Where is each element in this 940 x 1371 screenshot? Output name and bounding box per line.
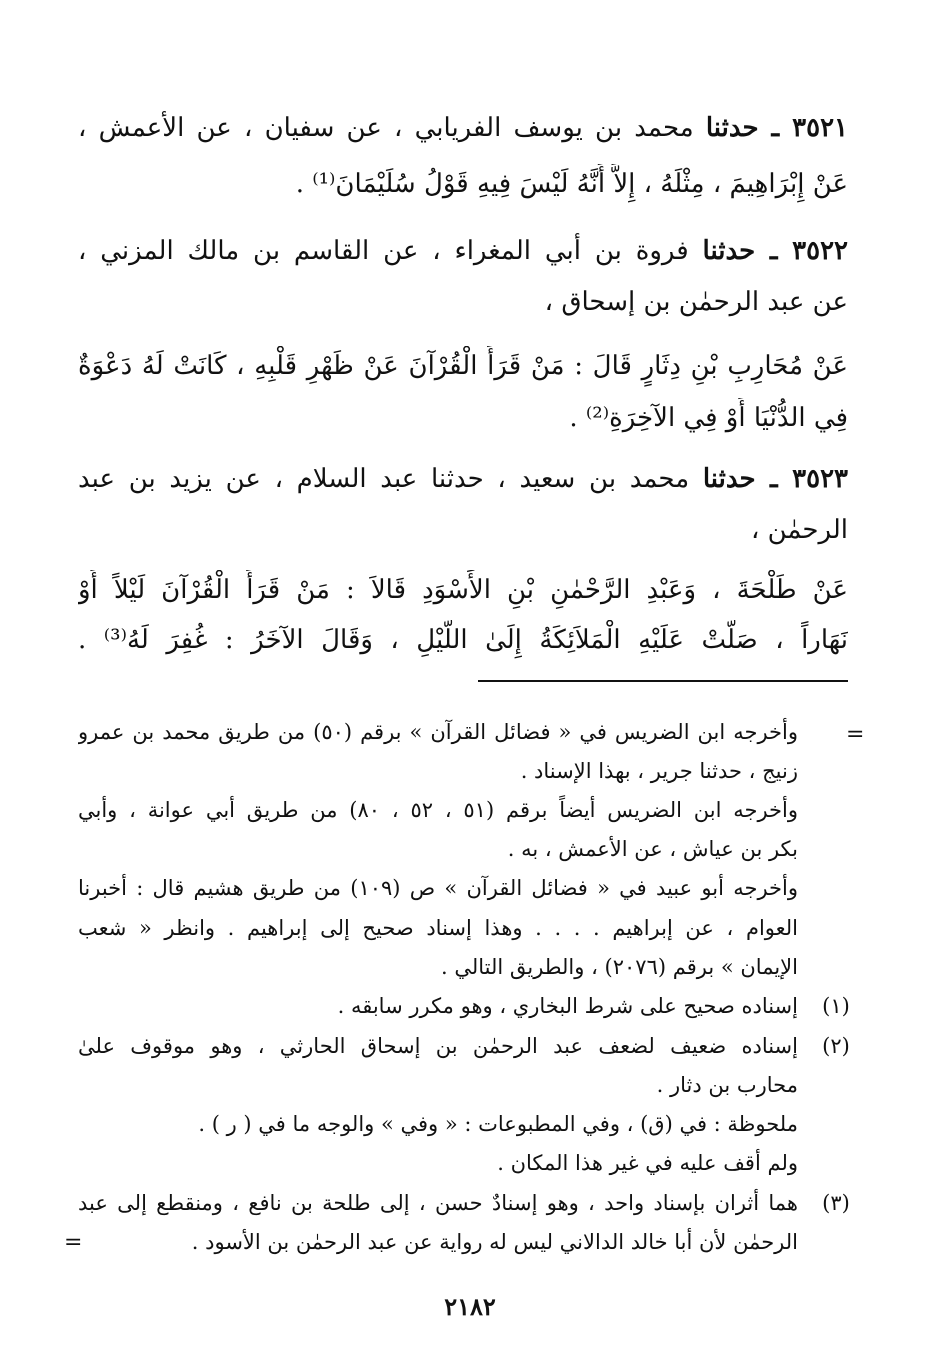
footnote-line-6: العوام ، عن إبراهيم . . . . وهذا إسناد صحيح إلى إبراهيم . وانظر « شعب bbox=[78, 916, 798, 940]
hadith-3522-line-4: فِي الدُّنْيَا أَوْ فِي الآخِرَةِ⁽²⁾ . bbox=[569, 403, 848, 433]
hadith-3523-line-1 bbox=[78, 459, 848, 501]
footnote-1-text: إسناده صحيح على شرط البخاري ، وهو مكرر سابقه . bbox=[337, 994, 798, 1018]
footnote-continuation-mark-top: = bbox=[846, 722, 865, 747]
hadith-3521-line-1 bbox=[78, 108, 848, 150]
footnote-3-line-2: الرحمٰن لأن أبا خالد الدالاني ليس له رواية عن عبد الرحمٰن بن الأسود . bbox=[191, 1230, 798, 1254]
footnote-line-3: وأخرجه ابن الضريس أيضاً برقم (٥١ ، ٥٢ ، ٨٠) من طريق أبي عوانة ، وأبي bbox=[78, 798, 798, 822]
hadith-3523-number: ٣٥٢٣ ـ حدثنا bbox=[702, 464, 848, 494]
footnote-line-1: وأخرجه ابن الضريس في « فضائل القرآن » برقم (٥٠) من طريق محمد بن عمرو bbox=[78, 720, 798, 744]
footnote-divider bbox=[478, 680, 848, 682]
footnote-2-note-2: ولم أقف عليه في غير هذا المكان . bbox=[497, 1151, 798, 1175]
hadith-3522-line-2: عن عبد الرحمٰن بن إسحاق ، bbox=[544, 287, 848, 317]
hadith-3521-line-2: عَنْ إِبْرَاهِيمَ ، مِثْلَهُ ، إِلاَّ أَنَّهُ لَيْسَ فِيهِ قَوْلُ سُلَيْمَانَ⁽¹⁾ . bbox=[295, 169, 848, 199]
footnote-3-line-1: هما أثران بإسناد واحد ، وهو إسنادٌ حسن ، إلى طلحة بن نافع ، ومنقطع إلى عبد bbox=[78, 1191, 798, 1215]
footnote-line-7: الإيمان » برقم (٢٠٧٦) ، والطريق التالي . bbox=[440, 955, 798, 979]
hadith-3523-line-4: نَهَاراً ، صَلَّتْ عَلَيْهِ الْمَلاَئِكَةُ إِلَىٰ اللَّيْلِ ، وَقَالَ الآخَرُ : غُفِرَ لَهُ⁽³⁾ . bbox=[78, 625, 848, 655]
hadith-3521-chain: محمد بن يوسف الفريابي ، عن سفيان ، عن الأعمش ، bbox=[78, 113, 694, 143]
footnote-2-line-2: محارب بن دثار . bbox=[656, 1073, 798, 1097]
footnote-line-5: وأخرجه أبو عبيد في « فضائل القرآن » ص (١٠٩) من طريق هشيم قال : أخبرنا bbox=[78, 876, 798, 900]
footnote-line-4: بكر بن عياش ، عن الأعمش ، به . bbox=[507, 837, 798, 861]
hadith-3523-line-2: الرحمٰن ، bbox=[750, 515, 848, 545]
footnote-2-number: (٢) bbox=[822, 1034, 850, 1058]
hadith-3521-number: ٣٥٢١ ـ حدثنا bbox=[705, 113, 848, 143]
hadith-3522-line-1 bbox=[78, 231, 848, 273]
footnote-2-line-1: إسناده ضعيف لضعف عبد الرحمٰن بن إسحاق الحارثي ، وهو موقوف علىٰ bbox=[78, 1034, 798, 1058]
footnote-1-number: (١) bbox=[822, 994, 850, 1018]
hadith-3523-line-3: عَنْ طَلْحَةَ ، وَعَبْدِ الرَّحْمٰنِ بْنِ الأَسْوَدِ قَالاَ : مَنْ قَرَأَ الْقُرْآنَ لَيْلاً أَوْ bbox=[78, 575, 848, 605]
footnote-2-note: ملحوظة : في (ق) ، وفي المطبوعات : « وفي » والوجه ما في ( ر ) . bbox=[198, 1112, 798, 1136]
hadith-3522-line-3: عَنْ مُحَارِبِ بْنِ دِثَارٍ قَالَ : مَنْ قَرَأَ الْقُرْآنَ عَنْ ظَهْرِ قَلْبِهِ ، كَانَتْ لَهُ دَعْوَةٌ bbox=[78, 351, 848, 381]
hadith-3522-number: ٣٥٢٢ ـ حدثنا bbox=[702, 236, 848, 266]
footnote-3-number: (٣) bbox=[822, 1191, 850, 1215]
footnote-continuation-mark-bottom: = bbox=[64, 1230, 83, 1255]
page-number: ٢١٨٢ bbox=[444, 1292, 496, 1321]
hadith-3523-chain: محمد بن سعيد ، حدثنا عبد السلام ، عن يزيد بن عبد bbox=[78, 464, 690, 494]
hadith-3522-chain: فروة بن أبي المغراء ، عن القاسم بن مالك المزني ، bbox=[78, 236, 689, 266]
footnote-line-2: زنيج ، حدثنا جرير ، بهذا الإسناد . bbox=[520, 759, 798, 783]
